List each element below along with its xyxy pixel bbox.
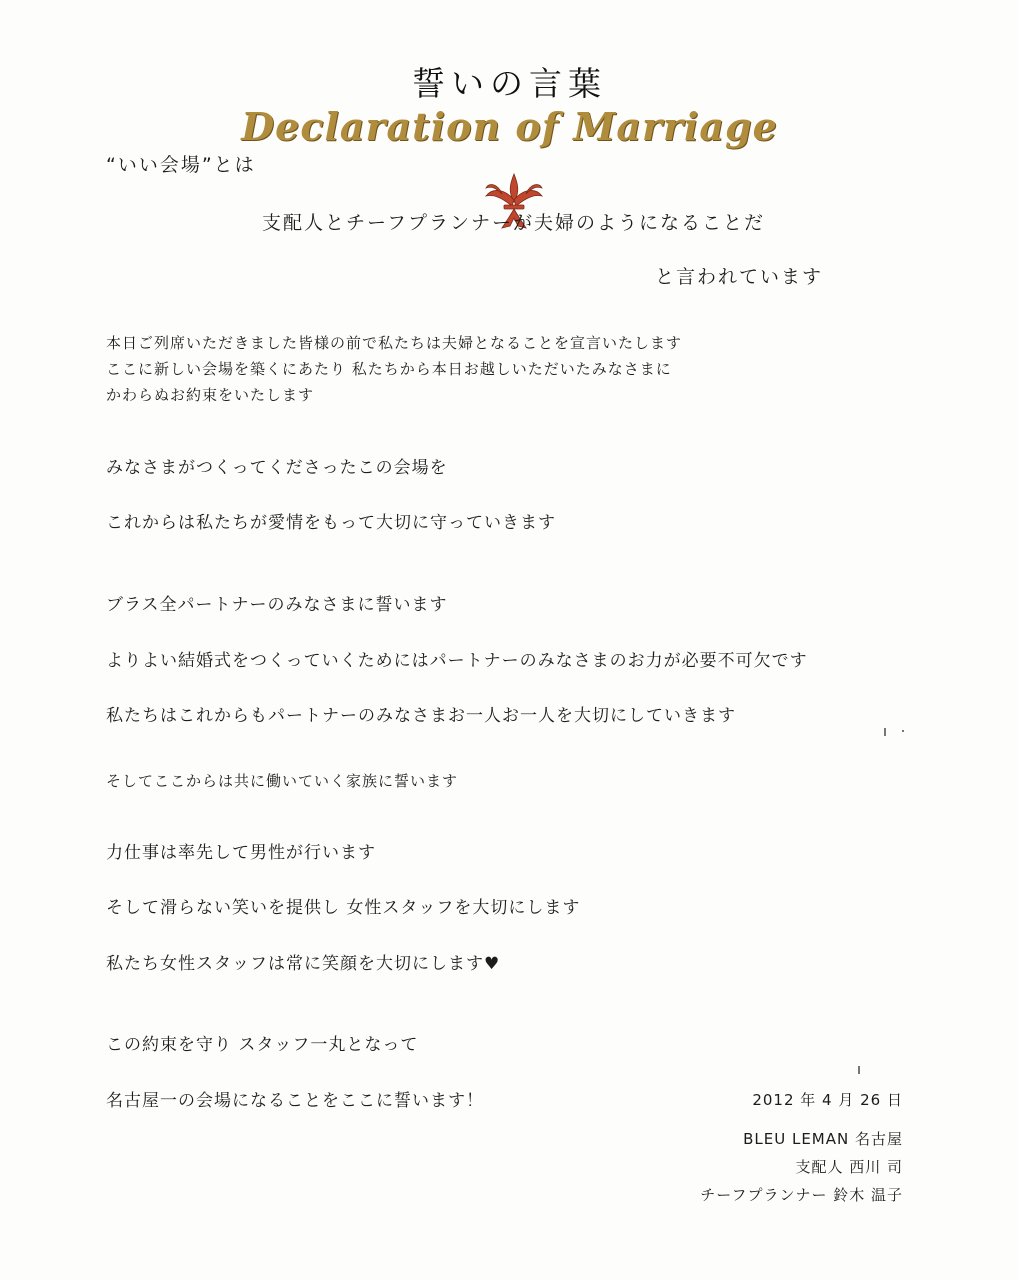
body-line: かわらぬお約束をいたします [106,386,315,404]
signature-planner: チーフプランナー 鈴木 温子 [700,1186,903,1204]
body-line: そして滑らない笑いを提供し 女性スタッフを大切にします [106,898,581,918]
body-line: 私たちはこれからもパートナーのみなさまお一人お一人を大切にしていきます [106,706,736,726]
body-line: ここに新しい会場を築くにあたり 私たちから本日お越しいただいたみなさまに [106,360,672,378]
intro-line: と言われています [654,266,823,288]
body-line: これからは私たちが愛情をもって大切に守っていきます [106,513,556,533]
intro-line: 支配人とチーフプランナーが夫婦のようになることだ [262,212,766,234]
body-line: 私たち女性スタッフは常に笑顔を大切にします♥ [106,954,501,974]
body-line: 力仕事は率先して男性が行います [106,843,376,863]
intro-line: “いい会場”とは [106,154,256,176]
document-subtitle: Declaration of Marriage [241,104,778,149]
body-line: よりよい結婚式をつくっていくためにはパートナーのみなさまのお力が必要不可欠です [106,651,808,671]
body-line: この約束を守り スタッフ一丸となって [106,1035,419,1055]
signature-venue: BLEU LEMAN 名古屋 [743,1130,903,1148]
scan-speck [902,730,904,732]
document-title: 誓いの言葉 [412,64,607,103]
body-line: そしてここからは共に働いていく家族に誓います [106,772,459,790]
body-line: みなさまがつくってくださったこの会場を [106,458,448,478]
signature-date: 2012 年 4 月 26 日 [752,1091,903,1109]
signature-manager: 支配人 西川 司 [795,1158,903,1176]
body-line: 名古屋一の会場になることをここに誓います！ [106,1091,484,1111]
body-line: ブラス全パートナーのみなさまに誓います [106,595,448,615]
scan-speck [858,1066,860,1074]
body-line: 本日ご列席いただきました皆様の前で私たちは夫婦となることを宣言いたします [106,334,683,352]
scan-speck [884,728,886,736]
